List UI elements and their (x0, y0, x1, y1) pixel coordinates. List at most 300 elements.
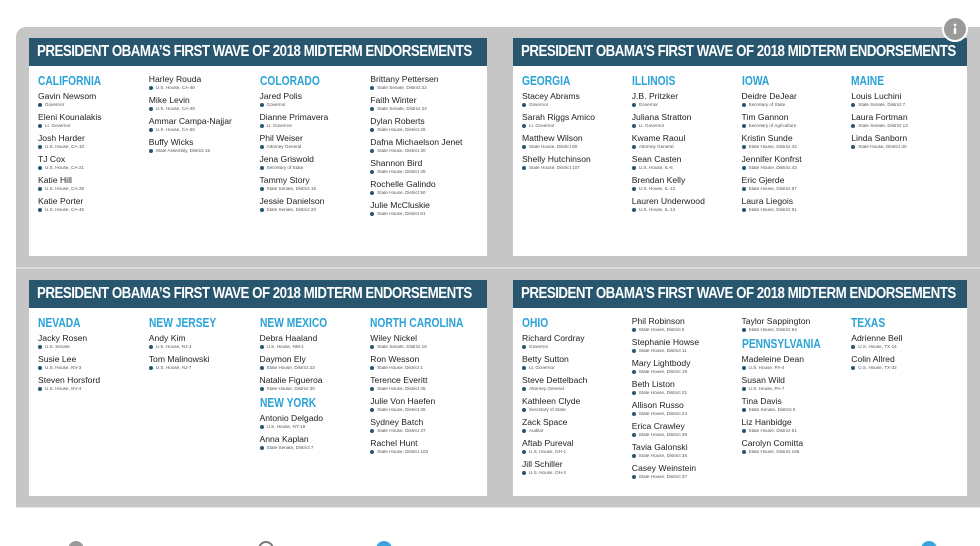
candidate-office (149, 84, 260, 91)
candidate-entry (260, 91, 371, 108)
candidate-office (742, 101, 852, 108)
banner-title: PRESIDENT OBAMA’S FIRST WAVE OF 2018 MIDTERM ENDORSEMENTS (37, 285, 472, 302)
candidate-entry (38, 154, 149, 171)
office-text: U.S. House, CA-49 (155, 106, 195, 111)
candidate-name: Phil Weiser (259, 133, 303, 143)
candidate-entry (632, 463, 742, 480)
bullet-icon (522, 429, 526, 433)
candidate-office (742, 122, 852, 129)
candidate-entry (370, 116, 481, 133)
office-text: U.S. House, OH-2 (529, 470, 567, 475)
candidate-name: Erica Crawley (631, 421, 685, 431)
candidate-name: Dianne Primavera (259, 112, 329, 122)
office-text: U.S. House, IL-12 (638, 186, 676, 191)
candidate-office (742, 143, 852, 150)
bullet-icon (370, 191, 374, 195)
candidate-entry (522, 417, 632, 434)
candidate-office (742, 427, 852, 434)
candidate-entry (742, 316, 852, 333)
office-text: Secretary of State (529, 407, 566, 412)
office-text: U.S. House, PA-7 (748, 386, 785, 391)
bullet-icon (370, 170, 374, 174)
candidate-columns (38, 74, 481, 252)
candidate-entry (370, 200, 481, 217)
bullet-icon (632, 454, 636, 458)
candidate-name: TJ Cox (38, 154, 66, 164)
candidate-office (260, 185, 371, 192)
state-heading: ILLINOIS (631, 74, 676, 88)
office-text: State House, District 35 (377, 169, 426, 174)
candidate-office (742, 385, 852, 392)
candidate-name: Eleni Kounalakis (38, 112, 102, 122)
state-heading: IOWA (741, 74, 769, 88)
bullet-icon (370, 212, 374, 216)
candidate-entry (632, 112, 742, 129)
candidate-entry (370, 438, 481, 455)
candidate-office (632, 164, 742, 171)
candidate-name: Rochelle Galindo (370, 179, 436, 189)
candidate-column (38, 74, 149, 252)
candidate-office (632, 185, 742, 192)
candidate-entry (632, 154, 742, 171)
candidate-name: Anna Kaplan (259, 434, 309, 444)
candidate-entry (370, 158, 481, 175)
image-frame (16, 27, 980, 546)
office-text: Secretary of State (266, 165, 304, 170)
candidate-name: Shelly Hutchinson (522, 154, 591, 164)
candidate-name: Sarah Riggs Amico (522, 112, 596, 122)
office-text: Lt. Governor (638, 123, 665, 128)
candidate-name: Aftab Pureval (522, 438, 574, 448)
endorsement-panel-3 (16, 269, 500, 507)
office-text: State House, District 35 (638, 453, 688, 458)
bullet-icon (260, 103, 264, 107)
candidate-office (260, 444, 371, 451)
bullet-icon (851, 345, 855, 349)
candidate-entry (632, 337, 742, 354)
candidate-office (260, 122, 371, 129)
candidate-name: Jena Griswold (259, 154, 314, 164)
candidate-name: Colin Allred (851, 354, 895, 364)
bullet-icon (632, 187, 636, 191)
office-text: State House, District 26 (638, 432, 688, 437)
state-heading: NEW YORK (259, 396, 316, 410)
office-text: State Senate, District 6 (748, 407, 796, 412)
candidate-name: Tammy Story (259, 175, 310, 185)
candidate-name: Wiley Nickel (370, 333, 418, 343)
office-text: State Senate, District 24 (377, 106, 427, 111)
candidate-column (522, 316, 632, 492)
bullet-icon (38, 103, 42, 107)
bullet-icon (260, 345, 264, 349)
office-text: State House, District 37 (377, 428, 426, 433)
candidate-entry (370, 375, 481, 392)
candidate-name: Shannon Bird (370, 158, 423, 168)
candidate-column (632, 74, 742, 252)
candidate-entry (370, 396, 481, 413)
bullet-icon (149, 107, 153, 111)
candidate-column (149, 316, 260, 492)
candidate-name: Katie Porter (38, 196, 84, 206)
candidate-office (370, 147, 481, 154)
candidate-name: Matthew Wilson (522, 133, 583, 143)
bullet-icon (632, 412, 636, 416)
office-text: State House, District 26 (377, 127, 426, 132)
office-text: State House, District 24 (638, 411, 688, 416)
candidate-name: Susie Lee (38, 354, 77, 364)
candidate-entry (742, 91, 852, 108)
candidate-entry (742, 438, 852, 455)
candidate-entry (370, 179, 481, 196)
bullet-icon (260, 425, 264, 429)
candidate-office (38, 364, 149, 371)
bullet-icon (260, 366, 264, 370)
candidate-entry (260, 112, 371, 129)
candidate-office (522, 385, 632, 392)
candidate-office (370, 364, 481, 371)
candidate-name: Kristin Sunde (741, 133, 793, 143)
candidate-name: Mike Levin (148, 95, 190, 105)
more-icon[interactable] (921, 541, 937, 546)
panel-banner (29, 280, 487, 308)
bullet-icon (742, 103, 746, 107)
candidate-name: Harley Rouda (148, 74, 202, 84)
bullet-icon (260, 145, 264, 149)
candidate-entry (632, 91, 742, 108)
candidate-name: Liz Hanbidge (741, 417, 792, 427)
candidate-name: Dafna Michaelson Jenet (370, 137, 463, 147)
candidate-office (260, 385, 371, 392)
endorsement-card (29, 280, 487, 496)
office-text: State House, District 91 (748, 207, 797, 212)
candidate-entry (522, 396, 632, 413)
office-text: State Senate, District 13 (858, 123, 908, 128)
candidate-entry (851, 112, 961, 129)
office-text: State House, District 61 (377, 211, 426, 216)
endorsement-card (513, 38, 967, 256)
candidate-entry (851, 133, 961, 150)
office-text: State Senate, District 16 (377, 344, 427, 349)
candidate-office (260, 423, 371, 430)
office-text: State House, District 156 (748, 449, 800, 454)
candidate-name: Jill Schiller (522, 459, 563, 469)
candidate-entry (260, 375, 371, 392)
bullet-icon (38, 187, 42, 191)
candidate-entry (260, 434, 371, 451)
bullet-icon (260, 187, 264, 191)
bullet-icon (38, 166, 42, 170)
office-text: U.S. House, CA-48 (155, 85, 195, 90)
banner-title: PRESIDENT OBAMA’S FIRST WAVE OF 2018 MIDTERM ENDORSEMENTS (521, 285, 956, 302)
candidate-name: Casey Weinstein (631, 463, 697, 473)
candidate-entry (370, 417, 481, 434)
bullet-icon (38, 387, 42, 391)
candidate-name: Julie McCluskie (370, 200, 430, 210)
office-text: State House, District 6 (638, 327, 685, 332)
office-text: State Senate, District 7 (266, 445, 314, 450)
bullet-icon (522, 450, 526, 454)
candidate-office (632, 122, 742, 129)
candidate-office (149, 147, 260, 154)
candidate-name: Susan Wild (741, 375, 785, 385)
office-text: State House, District 23 (266, 365, 315, 370)
office-text: State House, District 19 (638, 369, 688, 374)
candidate-name: Sydney Batch (370, 417, 424, 427)
candidate-office (370, 385, 481, 392)
bullet-icon (742, 124, 746, 128)
office-text: U.S. House, IL-14 (638, 207, 676, 212)
candidate-office (260, 101, 371, 108)
bullet-icon (260, 124, 264, 128)
state-heading: PENNSYLVANIA (741, 337, 821, 351)
office-text: U.S. House, TX-32 (858, 365, 897, 370)
candidate-entry (260, 354, 371, 371)
office-text: U.S. House, NJ-7 (155, 365, 192, 370)
office-text: State House, District 30 (858, 144, 907, 149)
candidate-office (632, 368, 742, 375)
candidate-entry (742, 375, 852, 392)
candidate-columns (38, 316, 481, 492)
bullet-icon (370, 366, 374, 370)
endorsement-panel-1 (16, 27, 500, 267)
candidate-office (742, 206, 852, 213)
bullet-icon (522, 471, 526, 475)
candidate-entry (38, 91, 149, 108)
office-text: U.S. House, CA-45 (45, 207, 85, 212)
bullet-icon (742, 208, 746, 212)
bullet-icon (522, 366, 526, 370)
candidate-office (851, 343, 961, 350)
candidate-entry (522, 333, 632, 350)
office-text: U.S. House, CA-25 (45, 186, 85, 191)
bullet-icon (260, 446, 264, 450)
candidate-column (260, 316, 371, 492)
candidate-entry (38, 196, 149, 213)
candidate-entry (370, 74, 481, 91)
candidate-name: Ron Wesson (370, 354, 420, 364)
candidate-entry (370, 137, 481, 154)
state-heading: NORTH CAROLINA (370, 316, 464, 330)
candidate-name: Tavia Galonski (631, 442, 688, 452)
state-heading: NEW MEXICO (259, 316, 327, 330)
candidate-entry (742, 354, 852, 371)
office-text: U.S. House, OH-1 (529, 449, 567, 454)
candidate-entry (632, 358, 742, 375)
endorsement-panel-4 (500, 269, 980, 507)
endorsement-panel-2 (500, 27, 980, 267)
candidate-entry (632, 379, 742, 396)
office-text: U.S. House, CA-21 (45, 165, 85, 170)
office-text: State House, District 107 (529, 165, 580, 170)
info-icon[interactable] (942, 16, 968, 42)
state-heading: COLORADO (259, 74, 320, 88)
candidate-entry (632, 421, 742, 438)
office-text: U.S. House, NM-1 (266, 344, 304, 349)
candidate-name: Brendan Kelly (631, 175, 686, 185)
candidate-office (38, 122, 149, 129)
candidate-name: Zack Space (522, 417, 568, 427)
bullet-icon (522, 145, 526, 149)
bullet-icon (742, 429, 746, 433)
candidate-office (632, 347, 742, 354)
office-text: U.S. House, NY-19 (266, 424, 306, 429)
candidate-column (370, 74, 481, 252)
candidate-office (851, 101, 961, 108)
office-text: Auditor (529, 428, 544, 433)
bullet-icon (632, 370, 636, 374)
candidate-office (260, 164, 371, 171)
bullet-icon (149, 86, 153, 90)
office-text: Lt. Governor (529, 123, 555, 128)
candidate-name: Terence Everitt (370, 375, 428, 385)
bullet-icon (370, 128, 374, 132)
office-text: Governor (529, 102, 549, 107)
bullet-icon (38, 208, 42, 212)
bullet-icon (149, 366, 153, 370)
banner-title: PRESIDENT OBAMA’S FIRST WAVE OF 2018 MIDTERM ENDORSEMENTS (521, 43, 956, 60)
candidate-column (149, 74, 260, 252)
bullet-icon (38, 366, 42, 370)
candidate-office (522, 364, 632, 371)
candidate-office (38, 101, 149, 108)
candidate-name: Jennifer Konfrst (741, 154, 802, 164)
office-text: Lt. Governor (45, 123, 71, 128)
candidate-entry (38, 112, 149, 129)
candidate-office (370, 105, 481, 112)
candidate-entry (38, 133, 149, 150)
bullet-icon (632, 349, 636, 353)
candidate-office (851, 364, 961, 371)
state-heading: TEXAS (851, 316, 886, 330)
candidate-column (632, 316, 742, 492)
candidate-entry (260, 333, 371, 350)
office-text: State House, District 30 (377, 148, 426, 153)
candidate-office (38, 185, 149, 192)
candidate-office (260, 364, 371, 371)
bullet-icon (370, 408, 374, 412)
candidate-name: Kwame Raoul (631, 133, 686, 143)
candidate-entry (149, 137, 260, 154)
office-text: Lt. Governor (529, 365, 555, 370)
bullet-icon (149, 149, 153, 153)
bullet-icon (742, 145, 746, 149)
avatar-icon[interactable] (68, 541, 84, 546)
office-text: State House, District 94 (748, 327, 797, 332)
bullet-icon (742, 366, 746, 370)
bullet-icon (632, 166, 636, 170)
banner-title: PRESIDENT OBAMA’S FIRST WAVE OF 2018 MIDTERM ENDORSEMENTS (37, 43, 472, 60)
candidate-name: Gavin Newsom (38, 91, 97, 101)
candidate-office (632, 101, 742, 108)
candidate-entry (260, 196, 371, 213)
candidate-entry (632, 400, 742, 417)
candidate-name: Rachel Hunt (370, 438, 418, 448)
candidate-entry (370, 354, 481, 371)
bullet-icon (38, 145, 42, 149)
office-text: State Senate, District 22 (377, 85, 427, 90)
candidate-entry (260, 133, 371, 150)
candidate-office (632, 473, 742, 480)
candidate-entry (522, 438, 632, 455)
candidate-entry (742, 417, 852, 434)
bullet-icon (742, 187, 746, 191)
candidate-entry (260, 413, 371, 430)
candidate-name: Eric Gjerde (741, 175, 785, 185)
candidate-office (742, 364, 852, 371)
candidate-name: Jessie Danielson (259, 196, 325, 206)
candidate-name: Betty Sutton (522, 354, 569, 364)
candidate-name: Carolyn Comitta (741, 438, 804, 448)
candidate-column (370, 316, 481, 492)
candidate-name: Natalie Figueroa (259, 375, 323, 385)
candidate-name: Faith Winter (370, 95, 417, 105)
office-text: U.S. House, NV-4 (45, 386, 82, 391)
candidate-entry (632, 316, 742, 333)
candidate-name: Katie Hill (38, 175, 72, 185)
state-heading: CALIFORNIA (38, 74, 102, 88)
comment-icon[interactable] (258, 541, 274, 546)
bullet-icon (632, 391, 636, 395)
candidate-office (38, 143, 149, 150)
panel-banner (29, 38, 487, 66)
candidate-entry (742, 396, 852, 413)
candidate-office (742, 326, 852, 333)
office-text: U.S. House, NV-3 (45, 365, 82, 370)
bullet-icon (632, 475, 636, 479)
office-text: Governor (638, 102, 658, 107)
office-text: Secretary of Agriculture (748, 123, 797, 128)
office-text: State House, District 11 (638, 348, 687, 353)
candidate-column (260, 74, 371, 252)
candidate-entry (149, 333, 260, 350)
candidate-office (851, 143, 961, 150)
candidate-entry (38, 354, 149, 371)
office-text: Governor (45, 102, 65, 107)
candidate-office (632, 326, 742, 333)
candidate-name: Debra Haaland (259, 333, 318, 343)
candidate-entry (522, 133, 632, 150)
candidate-columns (522, 74, 961, 252)
candidate-office (522, 427, 632, 434)
candidate-name: Andy Kim (148, 333, 186, 343)
candidate-entry (742, 196, 852, 213)
candidate-name: Mary Lightbody (631, 358, 691, 368)
bullet-icon (851, 124, 855, 128)
panel-banner (513, 280, 967, 308)
share-icon[interactable] (376, 541, 392, 546)
office-text: U.S. House, TX-14 (858, 344, 897, 349)
candidate-entry (851, 91, 961, 108)
candidate-office (370, 189, 481, 196)
candidate-office (370, 168, 481, 175)
bullet-icon (260, 208, 264, 212)
office-text: State House, District 50 (377, 190, 426, 195)
office-text: U.S. Senate (45, 344, 70, 349)
candidate-name: Laura Liegois (741, 196, 794, 206)
candidate-columns (522, 316, 961, 492)
candidate-office (632, 389, 742, 396)
candidate-name: Tom Malinowski (148, 354, 210, 364)
candidate-entry (149, 354, 260, 371)
candidate-name: Stephanie Howse (631, 337, 700, 347)
candidate-office (522, 101, 632, 108)
candidate-name: Kathleen Clyde (522, 396, 581, 406)
candidate-office (522, 143, 632, 150)
candidate-entry (851, 333, 961, 350)
candidate-entry (260, 154, 371, 171)
bullet-icon (522, 387, 526, 391)
state-heading: NEVADA (38, 316, 81, 330)
